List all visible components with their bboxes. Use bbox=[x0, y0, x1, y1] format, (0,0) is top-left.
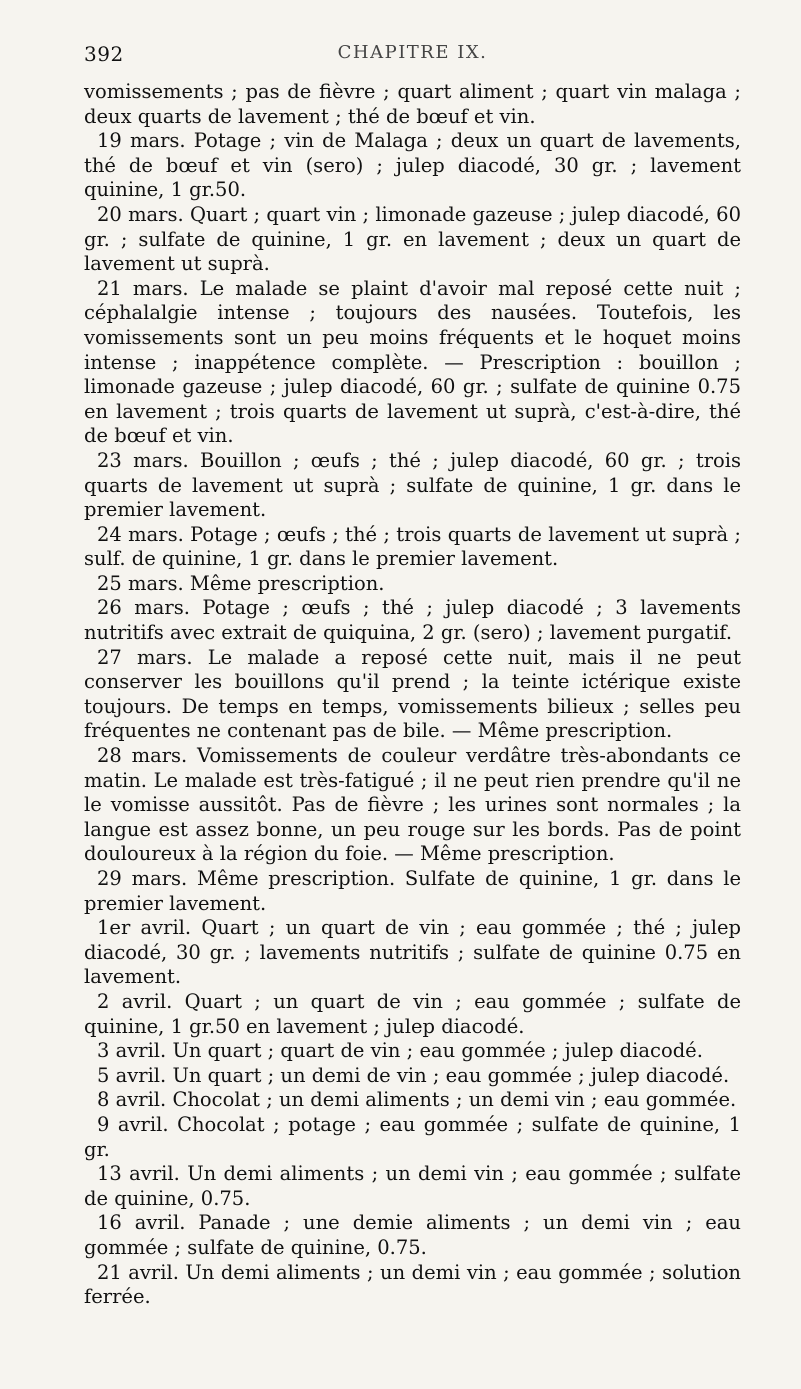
page-header bbox=[84, 42, 741, 68]
paragraph: 8 avril. Chocolat ; un demi aliments ; un demi vin ; eau gommée. bbox=[97, 1088, 737, 1112]
paragraph: 28 mars. Vomissements de couleur verdâtre très-abondants ce matin. Le malade est très-fatigué ; il ne peut rien prendre qu'il ne le vomisse aussitôt. Pas de fièvre ; les urines sont normales ; la langue est assez bonne, un peu rouge sur les bords. Pas de point douloureux à la région du foie. — Même prescription. bbox=[84, 744, 741, 866]
paragraph: 20 mars. Quart ; quart vin ; limonade gazeuse ; julep diacodé, 60 gr. ; sulfate de quinine, 1 gr. en lavement ; deux un quart de lavement ut suprà. bbox=[84, 202, 741, 276]
paragraph: 16 avril. Panade ; une demie aliments ; un demi vin ; eau gommée ; sulfate de quinine, 0.75. bbox=[84, 1211, 741, 1259]
paragraph: 1er avril. Quart ; un quart de vin ; eau gommée ; thé ; julep diacodé, 30 gr. ; lavements nutritifs ; sulfate de quinine 0.75 en lavement. bbox=[84, 916, 741, 989]
paragraph: 5 avril. Un quart ; un demi de vin ; eau gommée ; julep diacodé. bbox=[97, 1063, 730, 1087]
paragraph: 29 mars. Même prescription. Sulfate de quinine, 1 gr. dans le premier lavement. bbox=[84, 867, 741, 915]
page-number: 392 bbox=[84, 42, 124, 66]
paragraph: 19 mars. Potage ; vin de Malaga ; deux un quart de lavements, thé de bœuf et vin (sero) ; julep diacodé, 30 gr. ; lavement quinine, 1 gr.50. bbox=[84, 129, 741, 202]
running-head: CHAPITRE IX. bbox=[337, 42, 488, 63]
paragraph: 23 mars. Bouillon ; œufs ; thé ; julep diacodé, 60 gr. ; trois quarts de lavement ut suprà ; sulfate de quinine, 1 gr. dans le premier lavement. bbox=[84, 448, 741, 522]
paragraph: 21 avril. Un demi aliments ; un demi vin ; eau gommée ; solution ferrée. bbox=[84, 1260, 741, 1309]
paragraph: 3 avril. Un quart ; quart de vin ; eau gommée ; julep diacodé. bbox=[97, 1039, 703, 1063]
paragraph: 21 mars. Le malade se plaint d'avoir mal reposé cette nuit ; céphalalgie intense ; toujours des nausées. Toutefois, les vomissements sont un peu moins fréquents et le hoquet moins intense ; inappétence complète. — Prescription : bouillon ; limonade gazeuse ; julep diacodé, 60 gr. ; sulfate de quinine 0.75 en lavement ; trois quarts de lavement ut suprà, c'est-à-dire, thé de bœuf et vin. bbox=[84, 276, 741, 448]
paragraph: 2 avril. Quart ; un quart de vin ; eau gommée ; sulfate de quinine, 1 gr.50 en lavement ; julep diacodé. bbox=[84, 989, 741, 1038]
paragraph: 13 avril. Un demi aliments ; un demi vin ; eau gommée ; sulfate de quinine, 0.75. bbox=[84, 1162, 741, 1210]
paragraph: 26 mars. Potage ; œufs ; thé ; julep diacodé ; 3 lavements nutritifs avec extrait de quiquina, 2 gr. (sero) ; lavement purgatif. bbox=[84, 596, 741, 645]
paragraph: vomissements ; pas de fièvre ; quart aliment ; quart vin malaga ; deux quarts de lavement ; thé de bœuf et vin. bbox=[84, 80, 741, 128]
paragraph: 9 avril. Chocolat ; potage ; eau gommée ; sulfate de quinine, 1 gr. bbox=[84, 1112, 741, 1161]
paragraph: 24 mars. Potage ; œufs ; thé ; trois quarts de lavement ut suprà ; sulf. de quinine, 1 gr. dans le premier lavement. bbox=[84, 522, 741, 571]
paragraph: 25 mars. Même prescription. bbox=[97, 571, 385, 595]
page-body bbox=[84, 80, 741, 1310]
paragraph: 27 mars. Le malade a reposé cette nuit, mais il ne peut conserver les bouillons qu'il prend ; la teinte ictérique existe toujours. De temps en temps, vomissements bilieux ; selles peu fréquentes ne contenant pas de bile. — Même prescription. bbox=[84, 645, 741, 743]
